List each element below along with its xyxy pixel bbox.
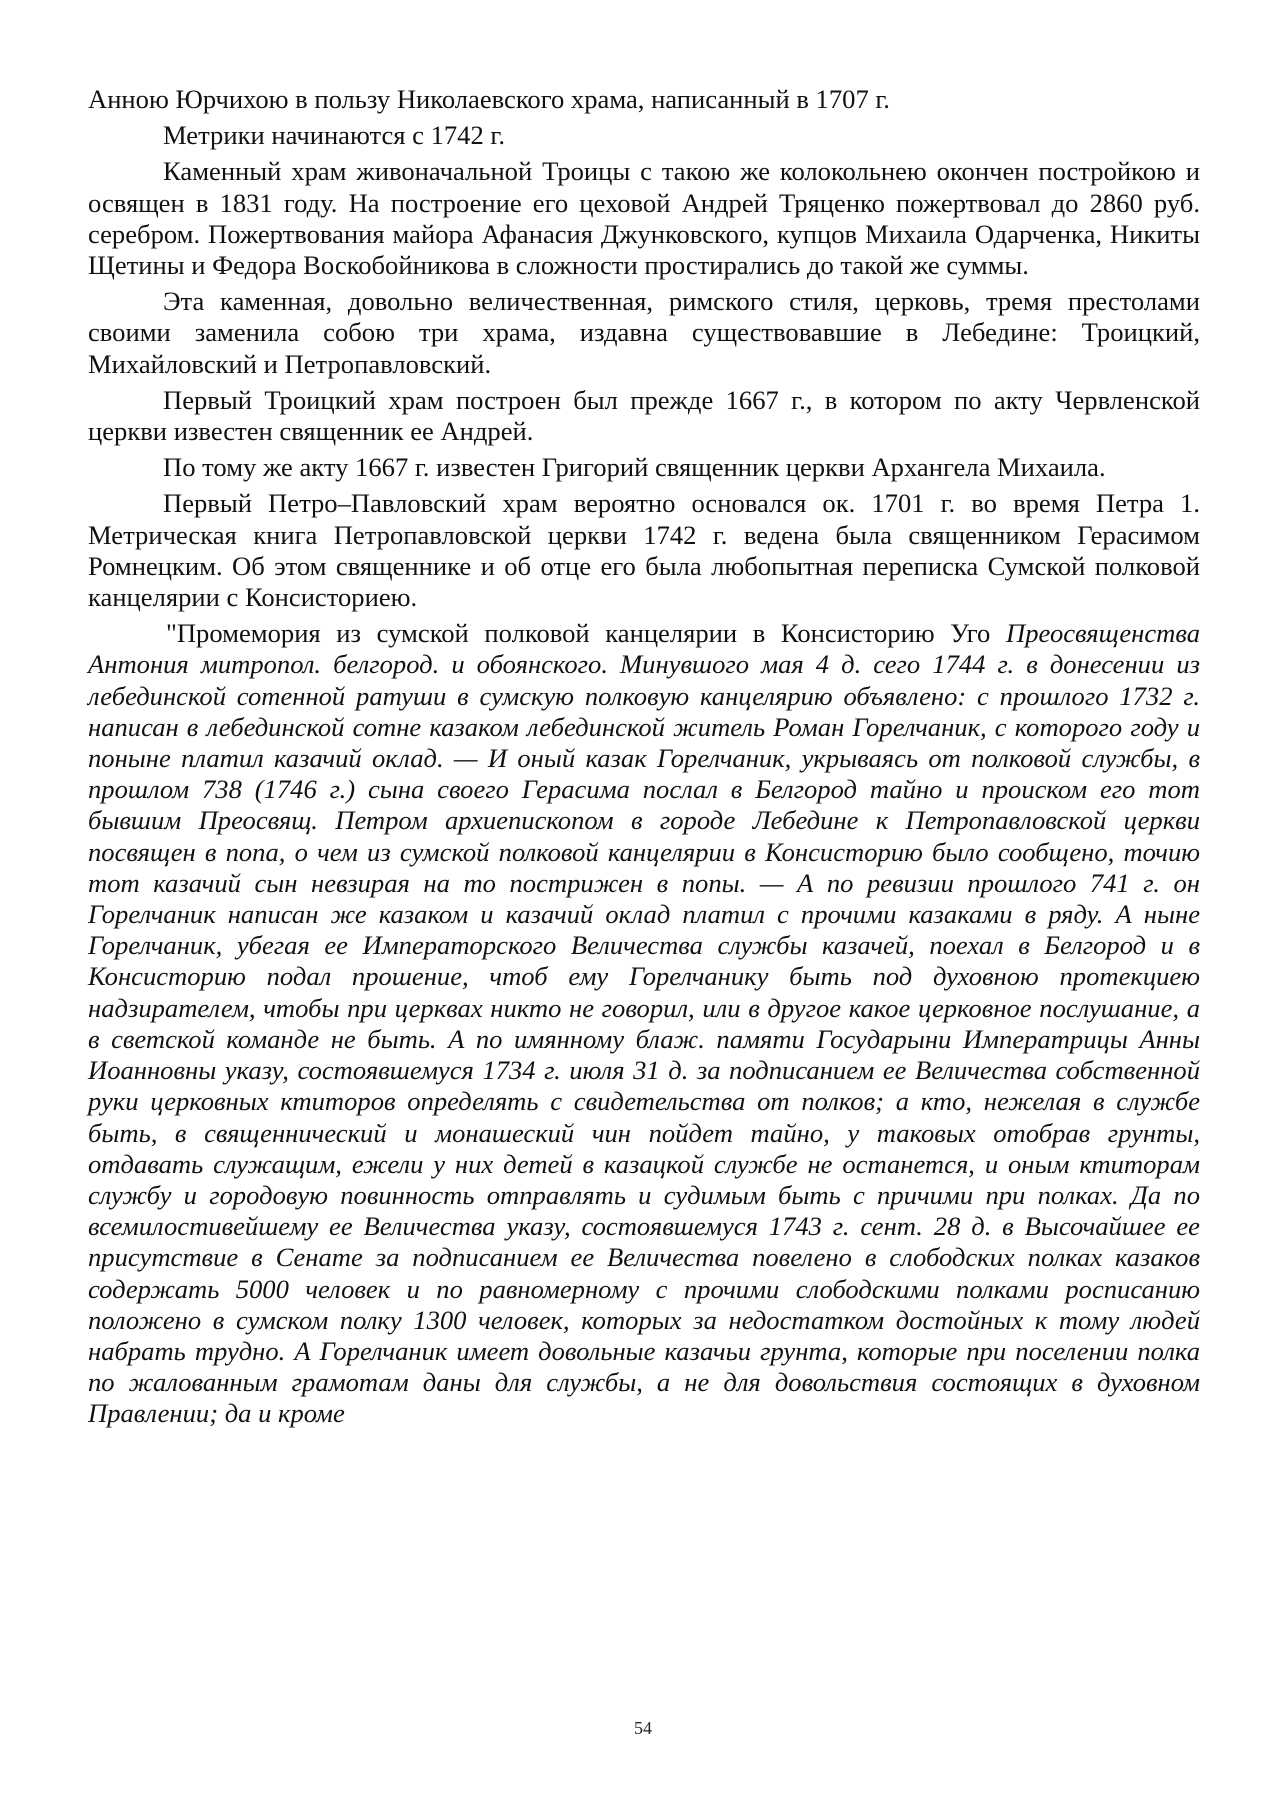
quote-regular-text: "Промемория из сумской полковой канцелярии в Консисторию Уго bbox=[166, 618, 991, 649]
paragraph-first-trinity: Первый Троицкий храм построен был прежде 1667 г., в котором по акту Червленской церкви известен священник ее Андрей. bbox=[88, 384, 1200, 447]
page-number: 54 bbox=[634, 1718, 652, 1738]
paragraph-metrics: Метрики начинаются с 1742 г. bbox=[163, 120, 505, 151]
paragraph-trinity-church: Каменный храм живоначальной Троицы с такою же колокольнею окончен постройкою и освящен в 1831 году. На построение его цеховой Андрей Тряценко пожертвовал до 2860 руб. серебром. Пожертвования майора Афанасия Джунковского, купцов Михаила Одарченка, Никиты Щетины и Федора Воскобойникова в сложности простирались до такой же суммы. bbox=[88, 156, 1200, 281]
quote-italic-text: Преосвященства Антония митропол. белгород. и обоянского. Минувшого мая 4 д. сего 1744 г. в донесении из лебединской сотенной ратуши в сумскую полковую канцелярию объявлено: с прошлого 1732 г. написан в лебединской сотне казаком лебединской житель Роман Горелчаник, с которого году и поныне платил казачий оклад. — И оный казак Горелчаник, укрываясь от полковой службы, в прошлом 738 (1746 г.) сына своего Герасима послал в Белгород тайно и происком его тот бывшим Преосвящ. Петром архиепископом в городе Лебедине к Петропавловской церкви посвящен в попа, о чем из сумской полковой канцелярии в Консисторию было сообщено, точию тот казачий сын невзирая на то пострижен в попы. — А по ревизии прошлого 741 г. он Горелчаник написан же казаком и казачий оклад платил с прочими казаками в ряду. А ныне Горелчаник, убегая ее Императорского Величества службы казачей, поехал в Белгород и в Консисторию подал прошение, чтоб ему Горелчанику быть под духовною протекциею надзирателем, чтобы при церквах никто не говорил, или в другое какое церковное послушание, а в светской команде не быть. А по имянному блаж. памяти Государыни Императрицы Анны Иоанновны указу, состоявшемуся 1734 г. июля 31 д. за подписанием ее Величества собственной руки церковных ктиторов определять с свидетельства от полков; а кто, нежелая в службе быть, в священнический и монашеский чин пойдет тайно, у таковых отобрав грунты, отдавать служащим, ежели у них детей в казацкой службе не останется, и оным ктиторам службу и городовую повинность отправлять и судимым быть с причими при полках. Да по всемилостивейшему ее Величества указу, состоявшемуся 1743 г. сент. 28 д. в Высочайшее ее присутствие в Сенате за подписанием ее Величества повелено в слободских полках казаков содержать 5000 человек и по равномерному с прочими слободскими полками росписанию положено в сумском полку 1300 человек, которых за недостатком достойных к тому людей набрать трудно. А Горелчаник имеет довольные казачьи грунта, которые при поселении полка по жалованным грамотам даны для службы, а не для довольствия состоящих в духовном Правлении; да и кроме bbox=[88, 618, 1200, 1429]
paragraph-archangel: По тому же акту 1667 г. известен Григорий священник церкви Архангела Михаила. bbox=[163, 452, 1106, 483]
quote-promemoria bbox=[88, 618, 1200, 1429]
paragraph-roman-style: Эта каменная, довольно величественная, римского стиля, церковь, тремя престолами своими заменила собою три храма, издавна существовавшие в Лебедине: Троицкий, Михайловский и Петропавловский. bbox=[88, 286, 1200, 379]
paragraph-continuation: Анною Юрчихою в пользу Николаевского храма, написанный в 1707 г. bbox=[88, 84, 890, 114]
paragraph-peter-paul: Первый Петро–Павловский храм вероятно основался ок. 1701 г. во время Петра 1. Метрическая книга Петропавловской церкви 1742 г. ведена была священником Герасимом Ромнецким. Об этом священнике и об отце его была любопытная переписка Сумской полковой канцелярии с Консисториею. bbox=[88, 488, 1200, 613]
document-page bbox=[88, 84, 1200, 1435]
